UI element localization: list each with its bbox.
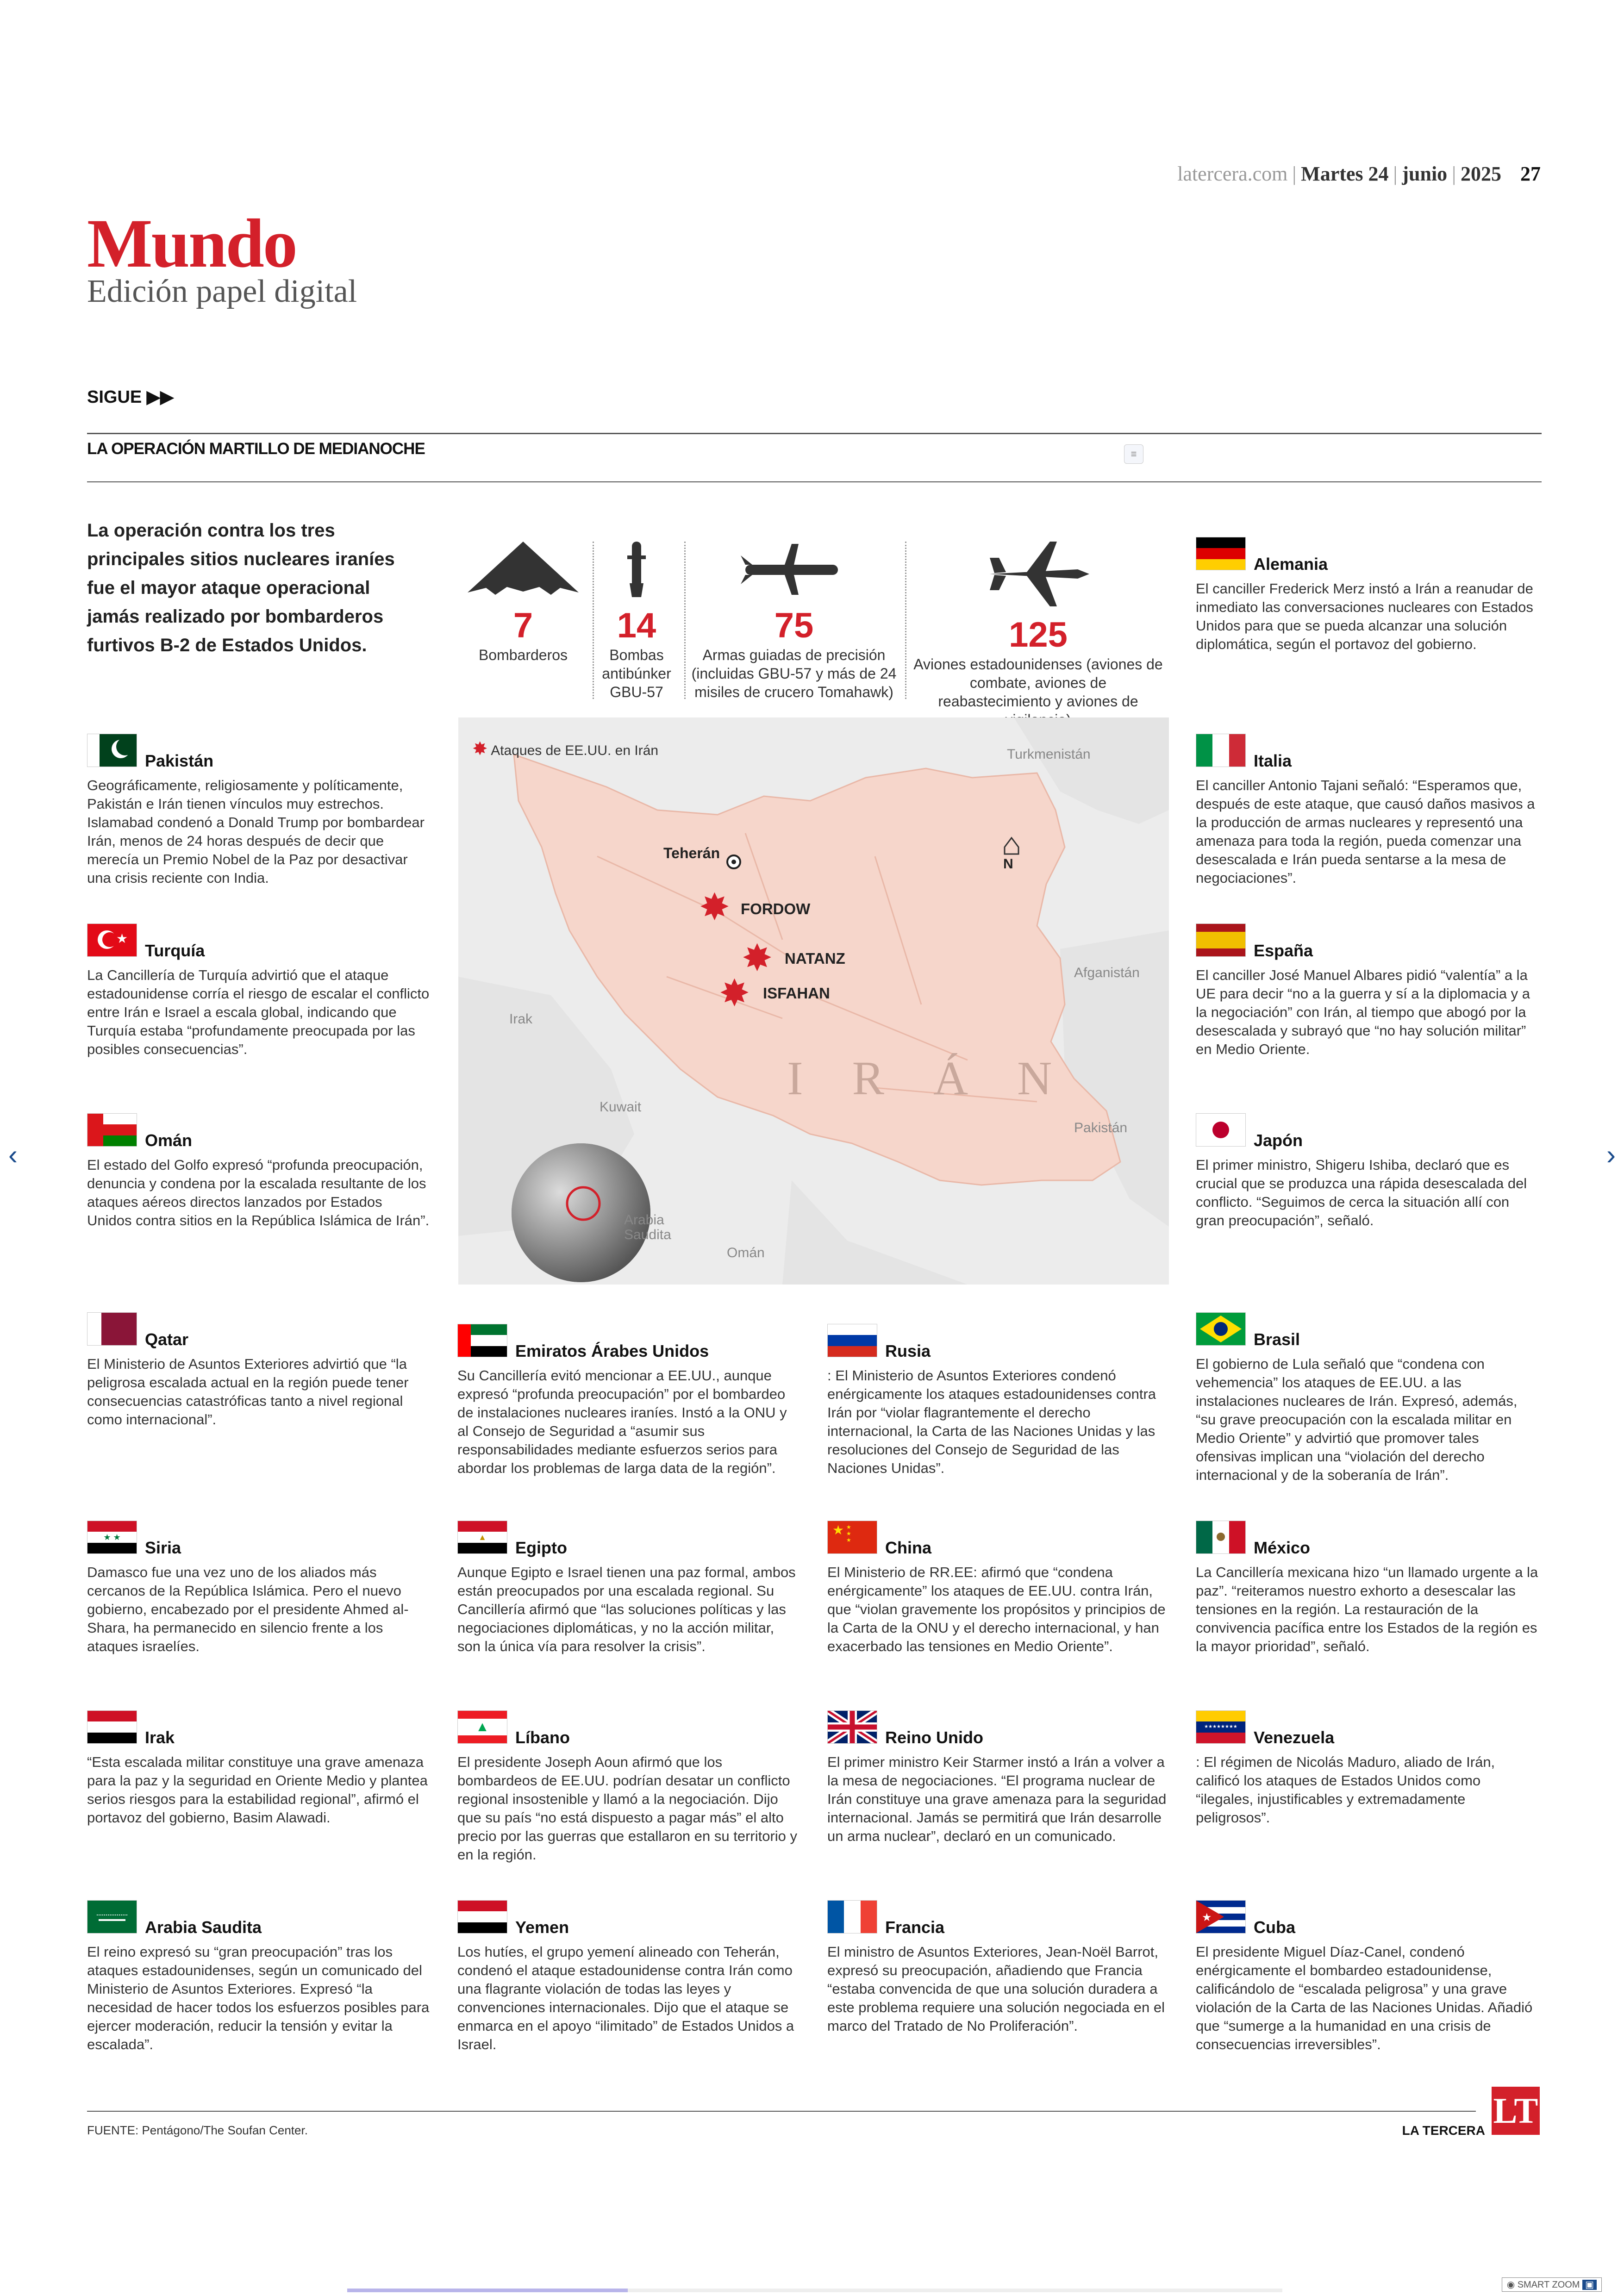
country-statement: El ministro de Asuntos Exteriores, Jean-Noël Barrot, expresó su preocupación, añadiendo que Francia “estaba convencida de que una solución duradera a este problema requiere una solución negociada en el marco del Tratado de No Proliferación”. — [827, 1944, 1165, 2034]
syria-flag: ★ ★ — [87, 1521, 137, 1554]
operation-title: LA OPERACIÓN MARTILLO DE MEDIANOCHE — [87, 440, 425, 458]
country-statement: El canciller José Manuel Albares pidió “valentía” a la UE para decir “no a la guerra y sí a la diplomacia y a la negociación” con Irán, al tiempo que abogó por la desescalada y subrayó que “no hay solución militar” en Medio Oriente. — [1196, 967, 1530, 1057]
svg-text:★: ★ — [1202, 1911, 1212, 1924]
country-statement: Damasco fue una vez uno de los aliados más cercanos de la República Islámica. Pero el nuevo gobierno, encabezado por el presidente Ahmed al-Shara, ha permanecido en silencio frente a los ataques israelíes. — [87, 1564, 409, 1654]
country-name: Cuba — [1254, 1918, 1295, 1937]
brazil-flag — [1196, 1312, 1246, 1346]
country-statement: Geográficamente, religiosamente y políticamente, Pakistán e Irán tienen vínculos muy estrechos. Islamabad condenó a Donald Trump por bombardear Irán, menos de 24 horas después de decir que merecía un Premio Nobel de la Paz por desactivar una crisis reciente con India. — [87, 777, 425, 886]
country-name: Irak — [145, 1728, 175, 1747]
country-name: Egipto — [515, 1538, 567, 1557]
country-statement: El gobierno de Lula señaló que “condena con vehemencia” los ataques de EE.UU. a las instalaciones nucleares de Irán. Expresó, además, “su grave preocupación con la escalada militar en Medio Oriente” y advirtió que promover tales ofensivas implican una “violación del derecho internacional y de la soberanía de Irán”. — [1196, 1356, 1518, 1483]
map-label-turkmenistan: Turkmenistán — [1007, 747, 1091, 762]
mexico-flag — [1196, 1521, 1246, 1554]
country-statement: El primer ministro Keir Starmer instó a Irán a volver a la mesa de negociaciones. “El programa nuclear de Irán constituye una grave amenaza para la seguridad internacional. Jamás se permitirá que Irán desarrolle un arma nuclear”, declaró en un comunicado. — [827, 1754, 1167, 1844]
country-name: Siria — [145, 1538, 181, 1557]
la-tercera-logo: LT — [1492, 2087, 1540, 2135]
russia-flag — [827, 1324, 877, 1357]
qatar-flag — [87, 1312, 137, 1346]
country-name: Reino Unido — [885, 1728, 983, 1747]
page-number: 27 — [1520, 162, 1541, 185]
smart-zoom-button[interactable] — [1502, 2277, 1602, 2292]
country-name: Yemen — [515, 1918, 569, 1937]
country-statement: Su Cancillería evitó mencionar a EE.UU., aunque expresó “profunda preocupación” por el bombardeo de instalaciones nucleares iraníes. Instó a la ONU y al Consejo de Seguridad a “asumir sus responsabilidades mediante esfuerzos serios para abordar los problemas de larga data de la región”. — [457, 1367, 787, 1476]
country-statement: El estado del Golfo expresó “profunda preocupación, denuncia y condena por la escalada resultante de los ataques aéreos directos lanzados por Estados Unidos contra sitios en la República Islámica de Irán”. — [87, 1157, 430, 1229]
stat-divider — [593, 542, 594, 699]
venezuela-flag: ★★★★★★★★ — [1196, 1710, 1246, 1744]
country-name: Omán — [145, 1131, 193, 1150]
map-label-pakistan: Pakistán — [1074, 1120, 1128, 1135]
pakistan-flag — [87, 734, 137, 767]
country-name: Japón — [1254, 1131, 1303, 1150]
country-statement: Aunque Egipto e Israel tienen una paz formal, ambos están preocupados por una escalada regional. Su Cancillería afirmó que “las soluciones políticas y las negociaciones diplomáticas, y no la acción militar, son la única vía para resolver la crisis”. — [457, 1564, 796, 1654]
country-statement: El presidente Joseph Aoun afirmó que los bombardeos de EE.UU. podrían desatar un conflicto regional insostenible y llamó a la negociación. Dijo que su país “no está dispuesto a pagar más” el alto precio por las guerras que estallaron en su territorio y en la región. — [457, 1754, 798, 1863]
fighter-jet-icon — [985, 537, 1092, 611]
stat-bombs — [597, 537, 676, 701]
country-name: Italia — [1254, 751, 1292, 770]
map-label-oman: Omán — [727, 1245, 765, 1260]
country-statement: El Ministerio de Asuntos Exteriores advirtió que “la peligrosa escalada actual en la región puede tener consecuencias catastróficas tanto a nivel regional como internacional”. — [87, 1356, 409, 1428]
page-header: latercera.com | Martes 24 | junio | 2025 27 — [1177, 162, 1541, 185]
uae-flag — [457, 1324, 507, 1357]
map-legend-label: Ataques de EE.UU. en Irán — [491, 743, 659, 758]
country-statement: El reino expresó su “gran preocupación” tras los ataques estadounidenses, según un comunicado del Ministerio de Asuntos Exteriores. Expresó “la necesidad de hacer todos los esfuerzos posibles para ejercer moderación, reducir la tensión y evitar la escalada”. — [87, 1944, 430, 2052]
country-statement: : El Ministerio de Asuntos Exteriores condenó enérgicamente los ataques estadounidenses contra Irán por “violar flagrantemente el derecho internacional, la Carta de las Naciones Unidas y las resoluciones del Consejo de Seguridad de las Naciones Unidas”. — [827, 1367, 1156, 1476]
footer-rule — [87, 2111, 1476, 2112]
country-name: Qatar — [145, 1330, 189, 1349]
yemen-flag — [457, 1900, 507, 1933]
reading-progress-fill — [347, 2289, 628, 2292]
stat-missiles — [690, 537, 898, 701]
map-label-kuwait: Kuwait — [600, 1099, 642, 1115]
stat-bombers — [458, 537, 588, 664]
country-statement: El canciller Frederick Merz instó a Irán a reanudar de inmediato las conversaciones nucleares con Estados Unidos para que se pueda alcanzar una solución diplomática, según el portavoz del gobierno. — [1196, 580, 1533, 652]
italy-flag — [1196, 734, 1246, 767]
turkey-flag: ★ — [87, 923, 137, 957]
country-statement: El canciller Antonio Tajani señaló: “Esperamos que, después de este ataque, que causó daños masivos a la producción de armas nucleares y representó una amenaza para toda la región, pueda comenzar una desescalada e Irán pueda sentarse a la mesa de negociaciones”. — [1196, 777, 1535, 886]
mid-rule — [87, 481, 1542, 482]
note-icon[interactable]: ≡ — [1124, 444, 1143, 464]
country-statement: La Cancillería de Turquía advirtió que el ataque estadounidense corría el riesgo de escalar el conflicto entre Irán e Israel a escala global, indicando que Turquía estaba “profundamente preocupada por las posibles consecuencias”. — [87, 967, 430, 1057]
map-label-iran: I R Á N — [787, 1052, 1071, 1105]
country-statement: : El régimen de Nicolás Maduro, aliado de Irán, calificó los ataques de Estados Unidos como “ilegales, injustificables y extremadamente peligrosos”. — [1196, 1754, 1495, 1826]
country-name: México — [1254, 1538, 1311, 1557]
saudi-arabia-flag — [87, 1900, 137, 1933]
site-name[interactable]: latercera.com — [1177, 162, 1288, 185]
chevron-right-icon[interactable]: › — [1606, 1139, 1616, 1170]
country-statement: El presidente Miguel Díaz-Canel, condenó enérgicamente el bombardeo estadounidense, calificándolo de “escalada peligrosa” y una grave violación de la Carta de las Naciones Unidas. Añadió que “sumerge a la humanidad en una crisis de consecuencias irreversibles”. — [1196, 1944, 1533, 2052]
header-day: Martes 24 — [1301, 162, 1389, 185]
stat-aircraft — [912, 537, 1164, 729]
map-legend — [472, 738, 658, 760]
top-rule — [87, 433, 1542, 434]
country-name: Brasil — [1254, 1330, 1300, 1349]
missile-icon — [741, 537, 847, 602]
header-month: junio — [1402, 162, 1448, 185]
strike-icon: ✸ — [472, 739, 488, 759]
iran-strike-map — [458, 717, 1169, 1285]
footer-source: FUENTE: Pentágono/The Soufan Center. — [87, 2123, 308, 2137]
reading-progress-bar[interactable] — [347, 2289, 1282, 2292]
stat-aircraft-label: Aviones estadounidenses (aviones de combate, aviones de reabastecimiento y aviones de — [913, 656, 1163, 710]
cuba-flag — [1196, 1900, 1246, 1933]
bunker-bomb-icon — [623, 537, 650, 602]
sigue-label[interactable]: SIGUE ▶▶ — [87, 387, 174, 407]
china-flag: ★ ★ ★ ★ — [827, 1521, 877, 1554]
footer-brand: LA TERCERA — [1402, 2123, 1485, 2138]
stat-bombers-label: Bombarderos — [478, 647, 568, 663]
country-name: Francia — [885, 1918, 945, 1937]
country-name: Alemania — [1254, 555, 1328, 574]
country-statement: La Cancillería mexicana hizo “un llamado urgente a la paz”. “reiteramos nuestro exhorto a desescalar las tensiones en la región. La restauración de la convivencia pacífica entre los Estados de la región es la mayor prioridad”, señaló. — [1196, 1564, 1538, 1654]
country-statement: El primer ministro, Shigeru Ishiba, declaró que es crucial que se produzca una rápida desescalada del conflicto. “Seguimos de cerca la situación allí con gran preocupación”, señaló. — [1196, 1157, 1527, 1229]
stat-bombers-value: 7 — [513, 606, 533, 645]
iraq-flag — [87, 1710, 137, 1744]
country-statement: Los hutíes, el grupo yemení alineado con Teherán, condenó el ataque estadounidense contra Irán como una flagrante violación de todas las leyes y convenciones internacionales. Dijo que el ataque se enmarca en el apoyo “ilimitado” de Estados Unidos a Israel. — [457, 1944, 794, 2052]
stat-aircraft-value: 125 — [1009, 615, 1068, 655]
spain-flag — [1196, 923, 1246, 957]
stat-divider — [684, 542, 686, 699]
stat-divider — [905, 542, 906, 699]
stat-missiles-label: Armas guiadas de precisión (incluidas GBU-57 y más de 24 misiles de crucero Tomahawk) — [691, 647, 897, 700]
country-name: Turquía — [145, 941, 205, 960]
country-statement: “Esta escalada militar constituye una grave amenaza para la paz y la seguridad en Oriente Medio y plantea serios riesgos para la estabilidad regional”, afirmó el portavoz del gobierno, Basim Alawadi. — [87, 1754, 428, 1826]
france-flag — [827, 1900, 877, 1933]
lebanon-flag: ▲ — [457, 1710, 507, 1744]
stat-missiles-value: 75 — [774, 606, 814, 645]
country-name: Venezuela — [1254, 1728, 1335, 1747]
section-title: Mundo — [87, 205, 296, 282]
country-name: Arabia Saudita — [145, 1918, 262, 1937]
stealth-bomber-icon — [465, 537, 581, 602]
map-site-isfahan: ISFAHAN — [763, 985, 830, 1002]
intro-text: La operación contra los tres principales sitios nucleares iraníes fue el mayor ataque operacional jamás realizado por bombarderos furtivos B-2 de Estados Unidos. — [87, 520, 395, 655]
map-site-natanz: NATANZ — [785, 950, 845, 967]
stat-bombs-label: Bombas antibúnker GBU-57 — [602, 647, 671, 700]
section-subtitle: Edición papel digital — [87, 274, 357, 309]
map-label-capital: Teherán — [663, 845, 720, 861]
header-year: 2025 — [1461, 162, 1501, 185]
country-name: Pakistán — [145, 751, 214, 770]
country-statement: El Ministerio de RR.EE: afirmó que “condena enérgicamente” los ataques de EE.UU. contra Irán, que “violan gravemente los propósitos y principios de la Carta de la ONU y el derecho internacional, y han exacerbado las tensiones en Medio Oriente”. — [827, 1564, 1166, 1654]
strike-marker-natanz: ✸ — [742, 937, 773, 979]
map-label-irak: Irak — [509, 1011, 533, 1027]
country-name: Rusia — [885, 1341, 931, 1360]
country-name: China — [885, 1538, 932, 1557]
egypt-flag: ▲ — [457, 1521, 507, 1554]
strike-marker-fordow: ✸ — [699, 886, 731, 928]
country-name: Líbano — [515, 1728, 570, 1747]
chevron-left-icon[interactable]: ‹ — [8, 1139, 18, 1170]
map-label-arabia: Arabia Saudita — [624, 1212, 671, 1242]
smart-zoom-label: SMART ZOOM — [1517, 2280, 1580, 2290]
eye-icon: ◉ — [1506, 2280, 1515, 2290]
map-site-fordow: FORDOW — [741, 900, 811, 917]
oman-flag — [87, 1113, 137, 1147]
smart-zoom-badge-icon: ▣ — [1582, 2280, 1597, 2290]
map-label-afganistan: Afganistán — [1074, 965, 1140, 980]
compass-north: N — [1003, 856, 1013, 872]
stat-bombs-value: 14 — [617, 606, 656, 645]
japan-flag — [1196, 1113, 1246, 1147]
country-name: Emiratos Árabes Unidos — [515, 1341, 709, 1360]
germany-flag — [1196, 537, 1246, 570]
uk-flag — [827, 1710, 877, 1744]
country-name: España — [1254, 941, 1313, 960]
strike-marker-isfahan: ✸ — [719, 973, 750, 1014]
